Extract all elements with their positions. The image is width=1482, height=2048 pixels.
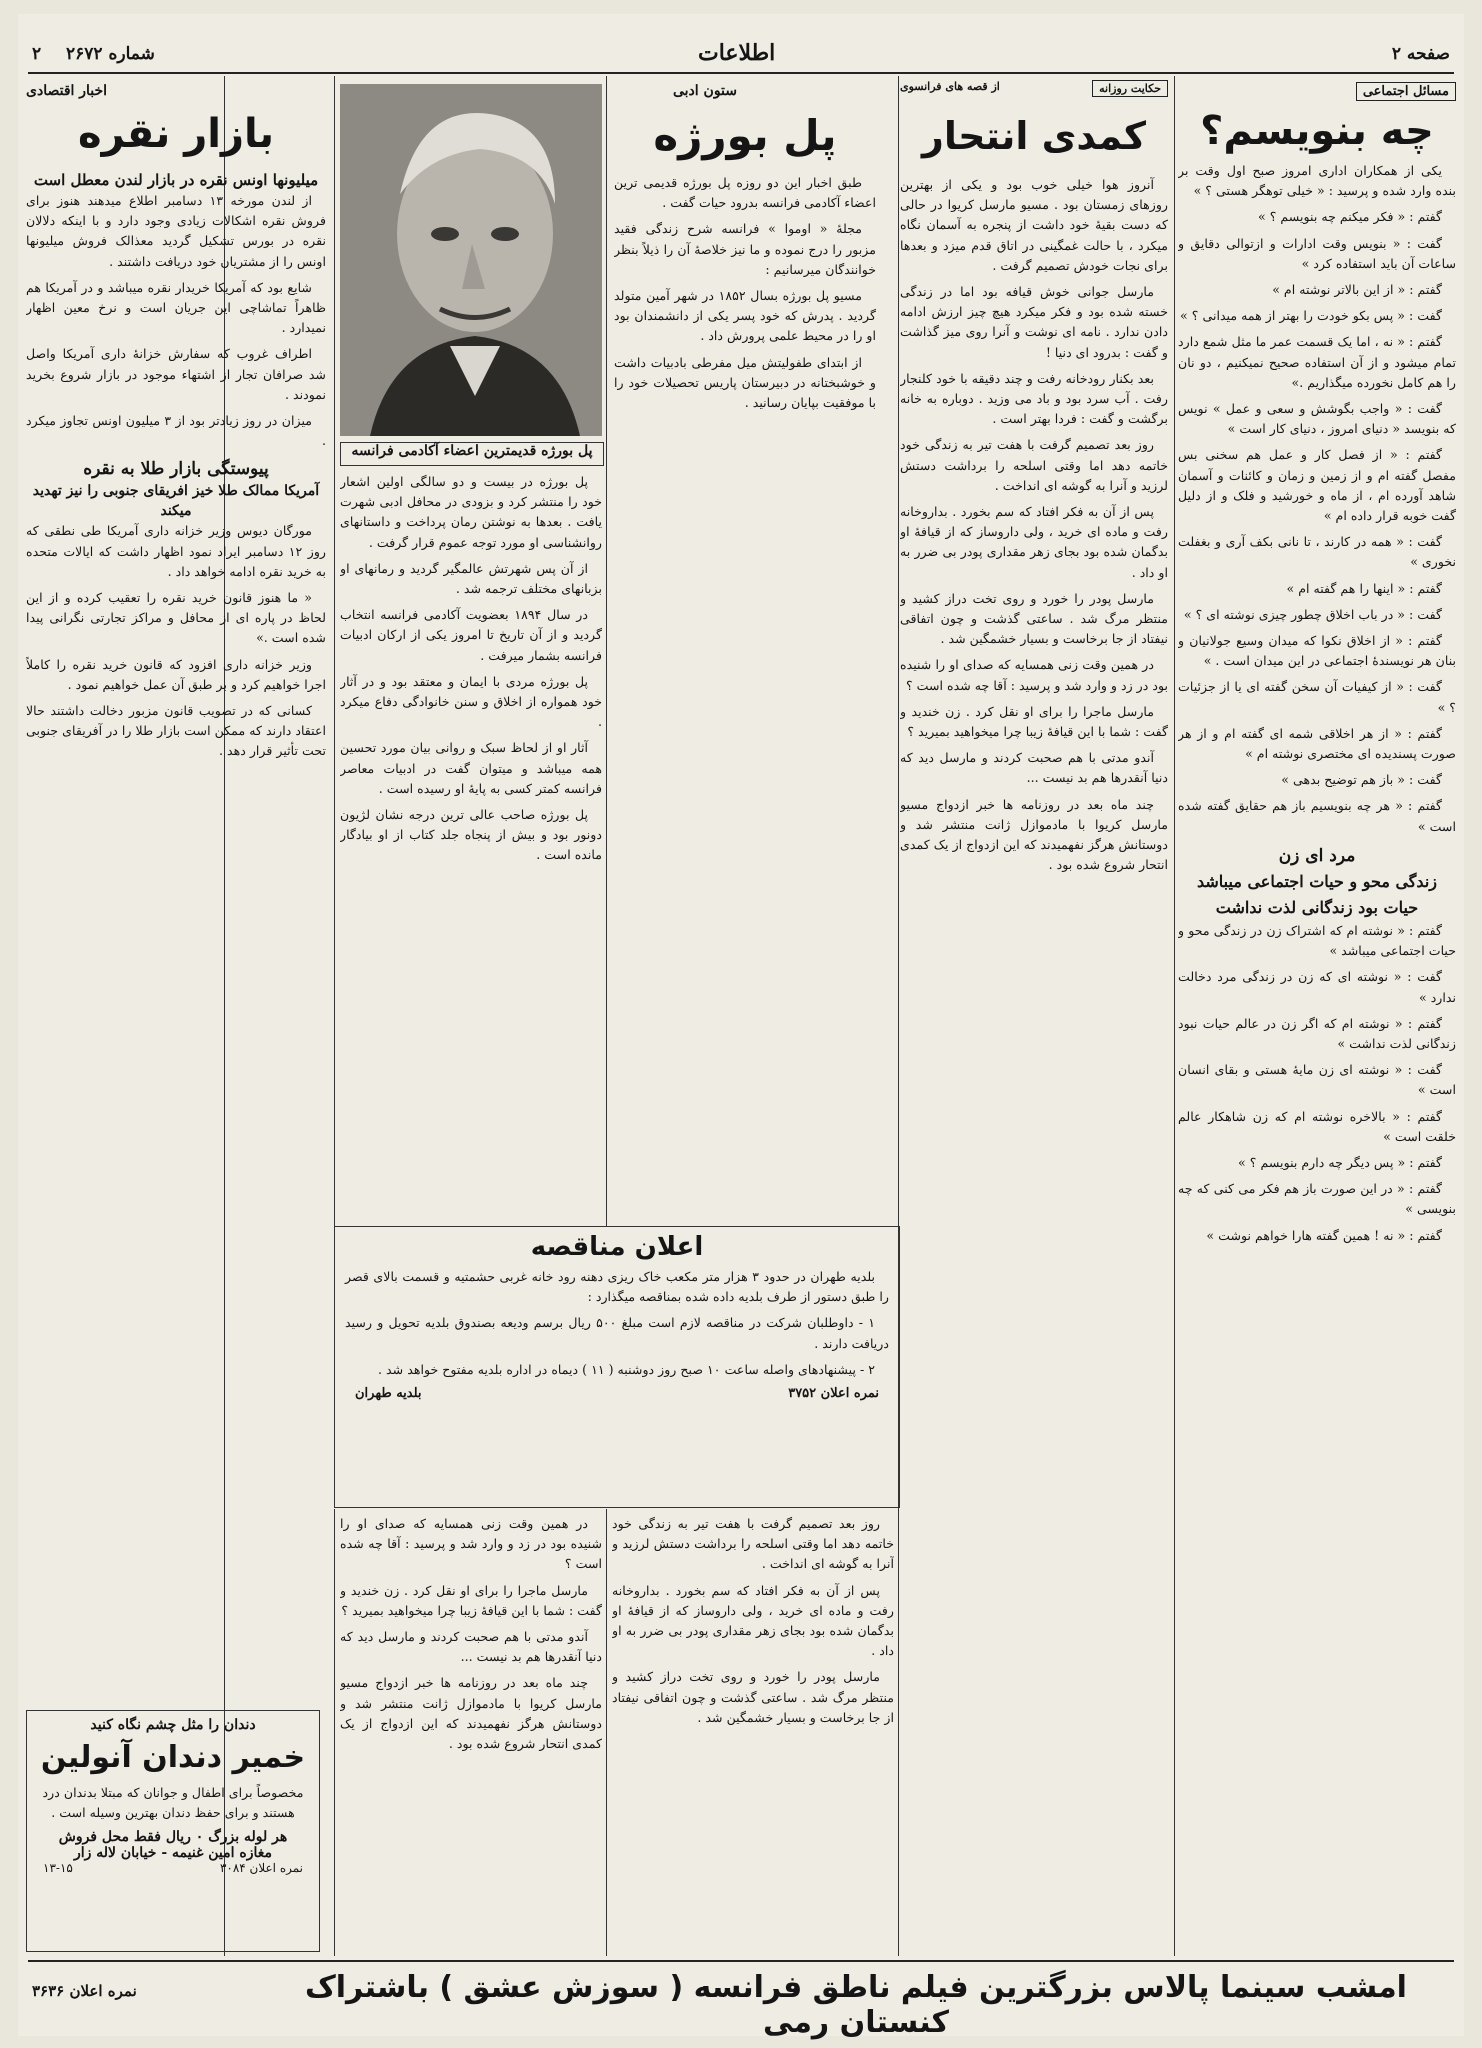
social-column (1178, 80, 1456, 1950)
ad-body: مخصوصاً برای اطفال و جوانان که مبتلا بدندان درد هستند و برای حفظ دندان بهترین وسیله است . (42, 1785, 304, 1821)
article-body (26, 191, 326, 451)
economy-column (26, 80, 326, 1700)
paragraph: گفتم : « اینها را هم گفته ام » (1286, 580, 1442, 596)
paragraph: گفتم : « بالاخره نوشته ام که زن شاهکار عالم خلقت است » (1178, 1108, 1456, 1144)
column-rule (898, 76, 899, 1956)
paragraph: روز بعد تصمیم گرفت با هفت تیر به زندگی خود خاتمه دهد اما وقتی اسلحه را برداشت دستش لرزید و آنرا به گوشه ای انداخت . (900, 437, 1168, 493)
paragraph: آنروز هوا خیلی خوب بود و یکی از بهترین روزهای زمستان بود . مسیو مارسل کریوا در حالی که دست بقیهٔ خود داشت از پنجره به آسمان نگاه میکرد ، با حالت غمگینی در اتاق قدم میزد و بعدها برای نجات خودش تصمیم گرفت . (900, 177, 1168, 273)
paragraph: پس از آن به فکر افتاد که سم بخورد . بداروخانه رفت و ماده ای خرید ، ولی داروساز که از قیافهٔ او بدگمان شده بود بجای زهر مقداری پودر بی ضرر به او داد . (900, 504, 1168, 580)
paragraph: گفت : « نوشته ای که زن در زندگی مرد دخالت ندارد » (1178, 969, 1456, 1005)
ad-date: ۱۳-۱۵ (43, 1861, 73, 1876)
paragraph: شایع بود که آمریکا خریدار نقره میباشد و در آمریکا هم ظاهراً تماشاچی این جریان است و نرخ معین اظهار نمیدارد . (26, 279, 326, 336)
headline: بازار نقره (77, 111, 275, 157)
headline: کمدی انتحار (922, 114, 1146, 158)
ad-seller: هر لوله بزرگ ۰ ریال فقط محل فروش (58, 1829, 288, 1846)
subhead: زندگی محو و حیات اجتماعی میباشد (1196, 871, 1437, 891)
cinema-banner: امشب سینما پالاس بزرگترین فیلم ناطق فرانسه ( سوزش عشق ) باشتراک کنستان رمی (305, 1970, 1407, 2040)
subhead: پیوستگی بازار طلا به نقره (83, 459, 269, 480)
paper-name: اطلاعات (698, 40, 776, 66)
paragraph: آندو مدتی با هم صحبت کردند و مارسل دید که دنیا آنقدرها هم بد نیست ... (340, 1629, 602, 1665)
photo-caption: پل بورژه قدیمترین اعضاء آکادمی فرانسه (340, 442, 604, 466)
paragraph: گفتم : « نه ، اما یک قسمت عمر ما مثل شمع دارد تمام میشود و از آن استفاده صحیح نمیکنیم ، دو نان را هم کامل نخورده میگذاریم .» (1178, 334, 1456, 390)
subhead: حیات بود زندگانی لذت نداشت (1215, 897, 1419, 917)
story-column (900, 80, 1168, 1950)
portrait-image (340, 84, 602, 436)
column-rule (606, 1509, 607, 1956)
headline: پل بورژه (653, 111, 837, 160)
page-label: صفحه ۲ (1391, 44, 1450, 64)
paragraph: چند ماه بعد در روزنامه ها خبر ازدواج مسیو مارسل کریوا با مادموازل ژانت منتشر شد و دوستانش هرگز نفهمیدند که این ازدواج از یک کمدی انتحار شروع شده بود . (340, 1675, 602, 1752)
paragraph: گفتم : « نوشته ام که اشتراک زن در زندگی محو و حیات اجتماعی میباشد » (1178, 922, 1456, 959)
paragraph: پس از آن به فکر افتاد که سم بخورد . بداروخانه رفت و ماده ای خرید ، ولی داروساز که از قیافهٔ او بدگمان شده بود بجای زهر مقداری پودر بی ضرر به او داد . (612, 1582, 894, 1659)
issuer: بلدیه طهران (355, 1386, 422, 1402)
paragraph: کسانی که در تصویب قانون مزبور دخالت داشتند حالا اعتقاد دارند که ممکن است بازار طلا را در آفریقای جنوبی تحت تأثیر قرار دهد . (26, 703, 326, 759)
article-body (900, 175, 1168, 876)
paragraph: در همین وقت زنی همسایه که صدای او را شنیده بود در زد و وارد شد و پرسید : آقا چه شده است ؟ (340, 1516, 602, 1572)
newspaper-page (18, 14, 1464, 2040)
paragraph: گفتم : « از اخلاق نکوا که میدان وسیع جولانیان و بنان هر نویسندهٔ اجتماعی در این میدان است . » (1178, 633, 1456, 669)
paragraph: مورگان دیوس وزیر خزانه داری آمریکا طی نطقی که روز ۱۲ دسامبر ایراد نمود اظهار داشت که ایالات متحده به خرید نقره ادامه خواهد داد . (26, 523, 326, 579)
ad-number: نمره اعلان ۳۰۸۴ (219, 1861, 303, 1876)
paragraph: از لندن مورخه ۱۳ دسامبر اطلاع میدهند هنوز برای فروش نقره اشکالات زیادی وجود دارد و با اینکه دلالان نقره در بورس تشکیل گردید معذالک فروش میلیونها اونس را از مشتریان خود دریافت داشتند . (26, 193, 326, 269)
paragraph: بعد بکنار رودخانه رفت و چند دقیقه با خود کلنجار رفت . آب سرد بود و باد می وزید . دوباره به خانه برگشت و گفت : فردا بهتر است . (900, 370, 1168, 427)
paragraph: آندو مدتی با هم صحبت کردند و مارسل دید که دنیا آنقدرها هم بد نیست ... (900, 750, 1168, 786)
ad-line: دندان را مثل چشم نگاه کنید (90, 1717, 256, 1733)
ad-title: خمیر دندان آنولین (40, 1740, 306, 1775)
subhead: میلیونها اونس نقره در بازار لندن معطل است (33, 171, 319, 189)
masthead-rule (28, 72, 1454, 74)
paragraph: مارسل پودر را خورد و روی تخت دراز کشید و منتظر مرگ شد . ساعتی گذشت و چون اتفاقی نیفتاد از جا برخاست و بسیار خشمگین شد . (900, 590, 1168, 647)
kicker-daily: حکایت روزانه (1092, 80, 1168, 97)
paragraph: از ابتدای طفولیتش میل مفرطی بادبیات داشت و خوشبختانه در دبیرستان پاریس تحصیلات خود را با موفقیت بپایان رسانید . (614, 354, 876, 411)
paragraph: چند ماه بعد در روزنامه ها خبر ازدواج مسیو مارسل کریوا با مادموازل ژانت منتشر شد و دوستانش هرگز نفهمیدند که این ازدواج از یک کمدی انتحار شروع شده بود . (900, 796, 1168, 873)
paragraph: گفتم : « از فصل کار و عمل هم سخنی بس مفصل گفته ام و از زمین و زمان و کائنات و آسمان شاهد آورده ام ، از ماه و خورشید و فلک و از دلیل گفت خوبه قرار داده ام » (1178, 447, 1456, 524)
paragraph: گفتم : « نه ! همین گفته هارا خواهم نوشت » (1206, 1227, 1442, 1243)
tender-item: ۲ - پیشنهادهای واصله ساعت ۱۰ صبح روز دوشنبه ( ۱۱ ) دیماه در اداره بلدیه مفتوح خواهد شد . (378, 1361, 875, 1377)
paragraph: روز بعد تصمیم گرفت با هفت تیر به زندگی خود خاتمه دهد اما وقتی اسلحه را برداشت دستش لرزید و آنرا به گوشه ای انداخت . (612, 1516, 894, 1572)
issue-label: شماره ۲۶۷۲ (66, 44, 155, 64)
paragraph: پل بورژه در بیست و دو سالگی اولین اشعار خود را منتشر کرد و بزودی در محافل ادبی شهرت یافت . بعدها به نوشتن رمان پرداخت و داستانهای روانشناسی او مورد توجه عموم قرار گرفت . (340, 474, 602, 550)
paragraph: مجلهٔ « اوموا » فرانسه شرح زندگی فقید مزبور را درج نموده و ما نیز خلاصهٔ آن را ذیلاً بنظر خوانندگان میرسانیم : (614, 221, 876, 277)
section-label: مسائل اجتماعی (1356, 82, 1456, 101)
column-rule (606, 76, 607, 1226)
story-continuation (340, 1514, 602, 1954)
kicker-source: از قصه های فرانسوی (900, 80, 1000, 93)
portrait-photo (340, 84, 602, 436)
footer-ad-number: نمره اعلان ۳۶۳۶ (32, 1982, 137, 2000)
paragraph: گفت : « بنویس وقت ادارات و ازتوالی دقایق و ساعات آن باید استفاده کرد » (1178, 235, 1456, 271)
paragraph: مسیو پل بورژه بسال ۱۸۵۲ در شهر آمین متولد گردید . پدرش که خود پسر یکی از دانشمندان بود او را در محیط علمی پرورش داد . (614, 288, 876, 344)
headline: چه بنویسم؟ (1200, 108, 1434, 154)
paragraph: گفتم : « فکر میکنم چه بنویسم ؟ » (1258, 209, 1442, 225)
paragraph: گفت : « در باب اخلاق چطور چیزی نوشته ای ؟ » (1183, 606, 1442, 622)
literary-continued (340, 472, 602, 1222)
lead-paragraph: یکی از همکاران اداری امروز صبح اول وقت بر بنده وارد شده و پرسید : « خیلی توهگر هستی ؟ » (1178, 163, 1456, 199)
paragraph: گفتم : « هر چه بنویسیم باز هم حقایق گفته شده است » (1178, 798, 1456, 834)
paragraph: از آن پس شهرتش عالمگیر گردید و رمانهای او بزبانهای مختلف ترجمه شد . (340, 560, 602, 597)
paragraph: گفت : « نوشته ای زن مایهٔ هستی و بقای انسان است » (1178, 1062, 1456, 1098)
ad-number: نمره اعلان ۳۷۵۲ (788, 1386, 879, 1402)
paragraph: در سال ۱۸۹۴ بعضویت آکادمی فرانسه انتخاب گردید و از آن تاریخ تا امروز یکی از ارکان ادبیات فرانسه بشمار میرفت . (340, 607, 602, 663)
article-body-continued (1178, 921, 1456, 1246)
paragraph: پل بورژه صاحب عالی ترین درجه نشان لژیون دونور بود و بیش از پنجاه جلد کتاب از او بیادگار مانده است . (340, 807, 602, 863)
paragraph: وزیر خزانه داری افزود که قانون خرید نقره را کاملاً اجرا خواهیم کرد و بر طبق آن عمل خواهیم نمود . (26, 656, 326, 692)
article-body (1178, 161, 1456, 837)
paragraph: آثار او از لحاظ سبک و روانی بیان مورد تحسین همه میباشد و میتوان گفت در ادبیات معاصر فرانسه کمتر کسی به پایهٔ او رسیده است . (340, 740, 602, 796)
article-body (614, 173, 876, 413)
paragraph: میزان در روز زیادتر بود از ۳ میلیون اونس تجاوز میکرد . (26, 413, 326, 449)
section-label: اخبار اقتصادی (26, 83, 108, 99)
kicker: ستون ادبی (672, 83, 738, 99)
column-rule (334, 76, 335, 1226)
story-continuation (612, 1514, 894, 1954)
paragraph: گفتم : « نوشته ام که اگر زن در عالم حیات نبود زندگانی لذت نداشت » (1178, 1015, 1456, 1051)
tender-item: ۱ - داوطلبان شرکت در مناقصه لازم است مبلغ ۵۰۰ ریال برسم ودیعه بصندوق بلدیه تحویل و رسید دریافت دارند . (345, 1315, 889, 1351)
paragraph: گفتم : « از این بالاتر نوشته ام » (1272, 282, 1442, 298)
page-number: ۲ (32, 44, 42, 64)
tender-notice (334, 1226, 900, 1508)
article-body (26, 521, 326, 761)
column-rule (1174, 76, 1175, 1956)
literary-column (614, 80, 876, 1222)
paragraph: گفت : « از کیفیات آن سخن گفته ای یا از جزئیات ؟ » (1178, 679, 1456, 715)
paragraph: در همین وقت زنی همسایه که صدای او را شنیده بود در زد و وارد شد و پرسید : آقا چه شده است ؟ (900, 657, 1168, 693)
paragraph: مارسل ماجرا را برای او نقل کرد . زن خندید و گفت : شما با این قیافهٔ زیبا چرا میخواهید بمیرید ؟ (340, 1582, 602, 1618)
subhead: مرد ای زن (1278, 845, 1356, 866)
paragraph: گفت : « پس بکو خودت را بهتر از همه میدانی ؟ » (1180, 308, 1442, 324)
paragraph: مارسل ماجرا را برای او نقل کرد . زن خندید و گفت : شما با این قیافهٔ زیبا چرا میخواهید بمیرید ؟ (900, 703, 1168, 740)
paragraph: گفتم : « در این صورت باز هم فکر می کنی که چه بنویسی » (1178, 1181, 1456, 1217)
paragraph: طبق اخبار این دو روزه پل بورژه قدیمی ترین اعضاء آکادمی فرانسه بدرود حیات گفت . (614, 175, 876, 211)
paragraph: گفت : « واجب بگوشش و سعی و عمل » نویس که بنویسد « دنیای امروز ، دنیای کار است » (1178, 401, 1456, 437)
paragraph: گفتم : « پس دیگر چه دارم بنویسم ؟ » (1238, 1154, 1442, 1170)
tender-headline: اعلان مناقصه (530, 1232, 704, 1262)
paragraph: گفتم : « از هر اخلاقی شمه ای گفته ام و از هر صورت پسندیده ای مختصری نوشته ام » (1178, 725, 1456, 762)
ad-shop: مغازه امین غنیمه - خیابان لاله زار (73, 1845, 273, 1862)
paragraph: مارسل جوانی خوش قیافه بود اما در زندگی خسته شده بود و فکر میکرد هیچ چیز ارزش ادامه دادن ندارد . نامه ای نوشت و آنرا روی میز گذاشت و گفت : بدرود ای دنیا ! (900, 284, 1168, 360)
paragraph: گفت : « همه در کارند ، تا نانی بکف آری و بغفلت نخوری » (1178, 534, 1456, 570)
column-rule (334, 1509, 335, 1956)
tender-body: بلدیه طهران در حدود ۳ هزار متر مکعب خاک ریزی دهنه رود خانه غربی حشمتیه و قسمت بالای قصر را طبق دستور از طرف بلدیه داده شده بمناقصه میگذارد : (345, 1269, 889, 1305)
paragraph: « ما هنوز قانون خرید نقره را تعقیب کرده و از این لحاظ در پاره ای از محافل و مراکز تجارتی نگرانی پیدا شده است .» (26, 590, 326, 646)
paragraph: مارسل پودر را خورد و روی تخت دراز کشید و منتظر مرگ شد . ساعتی گذشت و چون اتفاقی نیفتاد از جا برخاست و بسیار خشمگین شد . (612, 1669, 894, 1725)
paragraph: گفت : « باز هم توضیح بدهی » (1281, 772, 1442, 788)
paragraph: اطراف غروب که سفارش خزانهٔ داری آمریکا واصل شد صرافان تجار از اشتهاء موجود در بازار شروع بخرید نمودند . (26, 346, 326, 402)
toothpaste-ad (26, 1710, 320, 1952)
footer-rule (28, 1960, 1454, 1962)
paragraph: پل بورژه مردی با ایمان و معتقد بود و در آثار خود همواره از اخلاق و سنن خانوادگی دفاع میکرد . (340, 673, 602, 730)
subhead: آمریکا ممالک طلا خیز افریقای جنوبی را نیز تهدید میکند (32, 483, 320, 520)
